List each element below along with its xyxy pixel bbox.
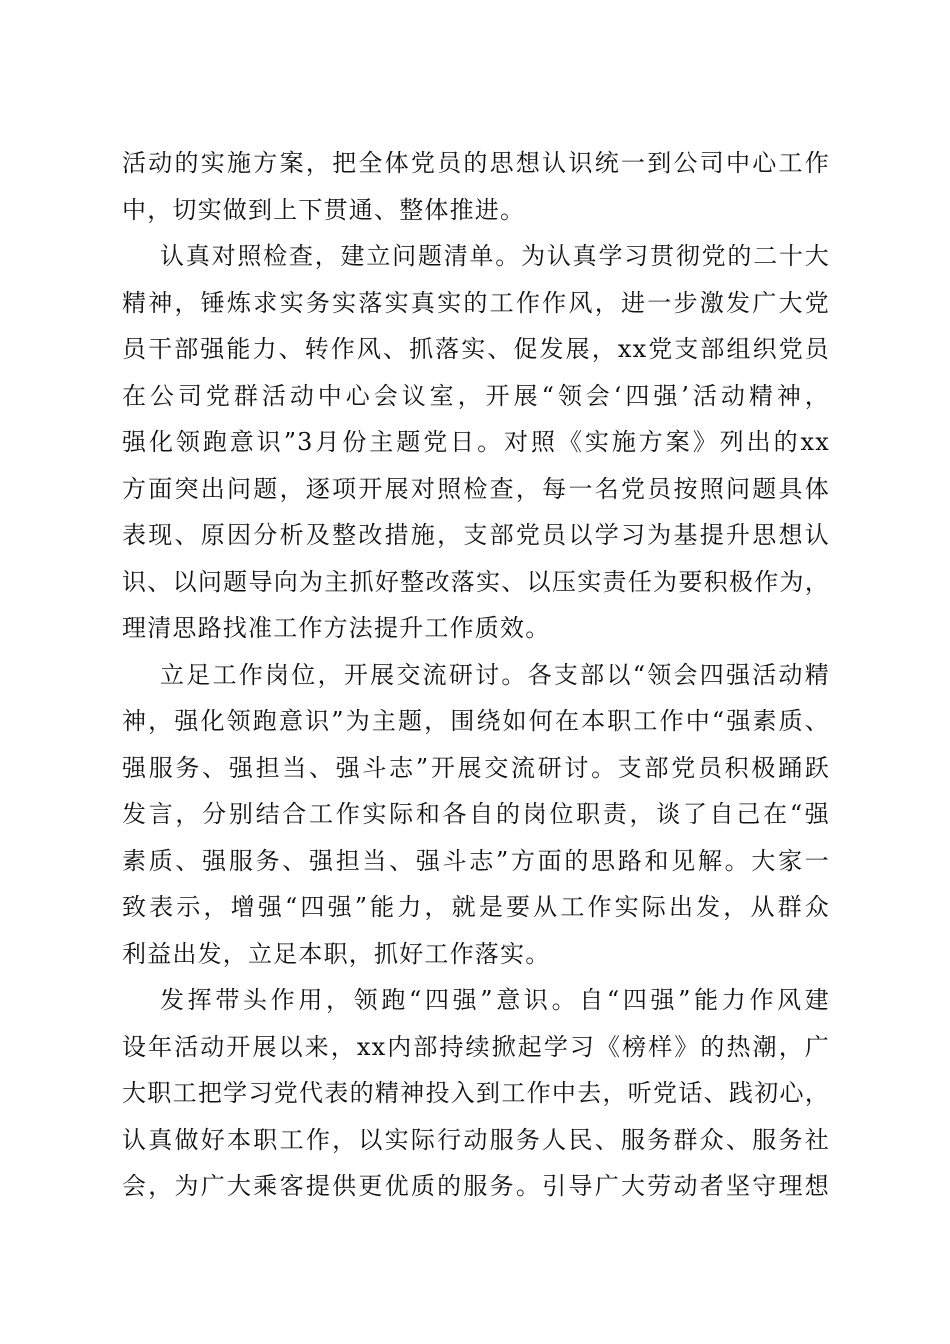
text-line: 方面突出问题，逐项开展对照检查，每一名党员按照问题具体 (122, 474, 830, 503)
text-line: 大职工把学习党代表的精神投入到工作中去，听党话、践初心， (122, 1079, 830, 1107)
text-line: 认真对照检查，建立问题清单。为认真学习贯彻党的二十大 (160, 242, 830, 270)
text-line: 认真做好本职工作，以实际行动服务人民、服务群众、服务社 (122, 1125, 830, 1154)
paragraph-problem-list (122, 233, 830, 652)
document-body (122, 140, 830, 1210)
paragraph-leading-role (122, 977, 830, 1210)
paragraph-continuation (122, 140, 830, 233)
text-line: 精神，锤炼求实务实落实真实的工作作风，进一步激发广大党 (122, 288, 830, 317)
text-line: 发言，分别结合工作实际和各自的岗位职责，谈了自己在“强 (122, 800, 830, 828)
text-line: 理清思路找准工作方法提升工作质效。 (122, 614, 551, 642)
text-line: 设年活动开展以来，xx内部持续掀起学习《榜样》的热潮，广 (122, 1032, 830, 1061)
text-line: 表现、原因分析及整改措施，支部党员以学习为基提升思想认 (122, 521, 830, 549)
text-line: 神，强化领跑意识”为主题，围绕如何在本职工作中“强素质、 (122, 707, 830, 735)
text-line: 员干部强能力、转作风、抓落实、促发展，xx党支部组织党员 (122, 335, 830, 363)
text-line: 在公司党群活动中心会议室，开展“领会‘四强’活动精神， (122, 381, 830, 410)
text-line: 识、以问题导向为主抓好整改落实、以压实责任为要积极作为， (122, 567, 830, 596)
text-line: 中，切实做到上下贯通、整体推进。 (122, 195, 526, 224)
text-line: 强化领跑意识”3月份主题党日。对照《实施方案》列出的xx (122, 428, 830, 456)
text-line: 强服务、强担当、强斗志”开展交流研讨。支部党员积极踊跃 (122, 753, 830, 782)
paragraph-exchange-discussion (122, 652, 830, 978)
text-line: 活动的实施方案，把全体党员的思想认识统一到公司中心工作 (122, 149, 830, 177)
text-line: 立足工作岗位，开展交流研讨。各支部以“领会四强活动精 (160, 660, 830, 689)
text-line: 发挥带头作用，领跑“四强”意识。自“四强”能力作风建 (160, 986, 830, 1014)
text-line: 会，为广大乘客提供更优质的服务。引导广大劳动者坚守理想 (122, 1172, 830, 1200)
text-line: 致表示，增强“四强”能力，就是要从工作实际出发，从群众 (122, 893, 830, 921)
text-line: 利益出发，立足本职，抓好工作落实。 (122, 939, 551, 968)
text-line: 素质、强服务、强担当、强斗志”方面的思路和见解。大家一 (122, 846, 830, 875)
